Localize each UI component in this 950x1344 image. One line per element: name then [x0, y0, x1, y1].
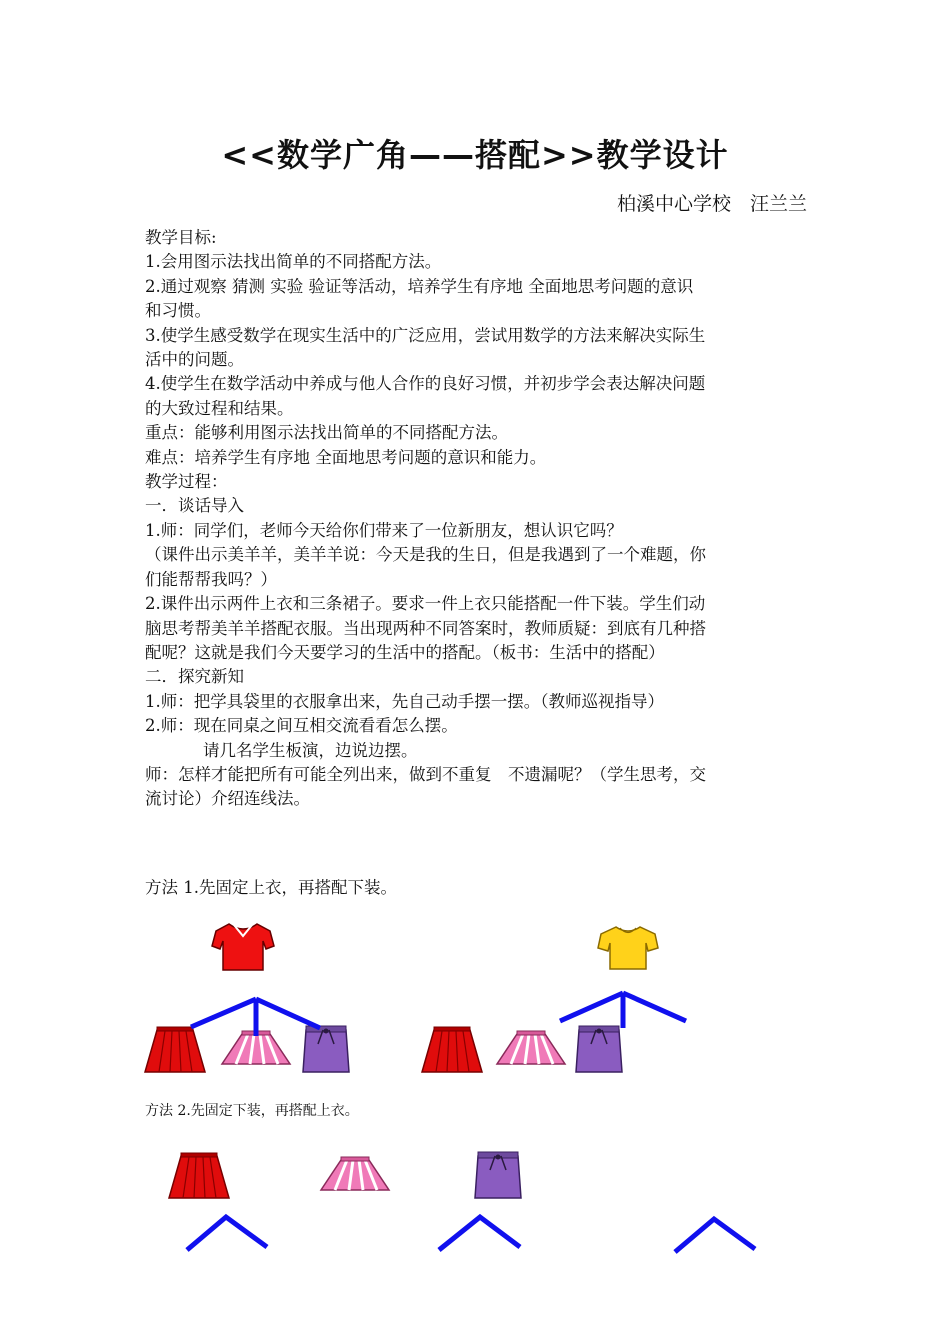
paragraph: （课件出示美羊羊，美羊羊说：今天是我的生日，但是我遇到了一个难题，你 — [145, 545, 706, 565]
purple-skirt-icon — [303, 1026, 349, 1072]
objective-3-cont: 活中的问题。 — [145, 350, 244, 370]
key-point: 重点：能够利用图示法找出简单的不同搭配方法。 — [145, 423, 508, 443]
paragraph: 配呢？这就是我们今天要学习的生活中的搭配。（板书：生活中的搭配） — [145, 642, 665, 662]
match-lines-left — [191, 999, 320, 1036]
difficult-point: 难点：培养学生有序地 全面地思考问题的意识和能力。 — [145, 447, 547, 467]
part-heading: 二．探究新知 — [145, 667, 244, 687]
section-heading: 教学过程： — [145, 472, 228, 492]
objective-2-cont: 和习惯。 — [145, 301, 211, 321]
red-skirt-icon — [422, 1027, 482, 1072]
purple-skirt-icon — [475, 1152, 521, 1198]
paragraph: 2.课件出示两件上衣和三条裙子。要求一件上衣只能搭配一件下装。学生们动 — [145, 594, 706, 614]
pink-skirt-icon — [497, 1031, 565, 1064]
red-skirt-icon — [145, 1027, 205, 1072]
match-lines-right — [560, 993, 686, 1028]
author-line: 柏溪中心学校 汪兰兰 — [616, 193, 807, 215]
paragraph: 2.师：现在同桌之间互相交流看看怎么摆。 — [145, 716, 458, 736]
part-heading: 一．谈话导入 — [145, 496, 244, 516]
method-1-caption: 方法 1.先固定上衣，再搭配下装。 — [145, 878, 397, 897]
objective-1: 1.会用图示法找出简单的不同搭配方法。 — [145, 252, 442, 272]
objective-4-cont: 的大致过程和结果。 — [145, 398, 294, 418]
document-title: <<数学广角——搭配>>教学设计 — [221, 136, 729, 174]
paragraph: 请几名学生板演，边说边摆。 — [203, 740, 418, 760]
paragraph: 1.师：把学具袋里的衣服拿出来，先自己动手摆一摆。（教师巡视指导） — [145, 691, 664, 711]
section-heading: 教学目标: — [145, 228, 217, 247]
objective-2: 2.通过观察 猜测 实验 验证等活动，培养学生有序地 全面地思考问题的意识 — [145, 276, 694, 296]
paragraph: 师：怎样才能把所有可能全列出来，做到不重复 不遗漏呢？（学生思考，交 — [145, 764, 706, 784]
paragraph: 们能帮帮我吗？） — [145, 569, 277, 589]
match-lines-method-2 — [187, 1217, 755, 1252]
pink-skirt-icon — [321, 1157, 389, 1190]
paragraph: 脑思考帮美羊羊搭配衣服。当出现两种不同答案时，教师质疑：到底有几种搭 — [145, 618, 706, 638]
red-skirt-icon — [169, 1153, 229, 1198]
yellow-shirt-icon — [598, 927, 658, 969]
paragraph: 1.师：同学们，老师今天给你们带来了一位新朋友，想认识它吗？ — [145, 520, 623, 540]
objective-3: 3.使学生感受数学在现实生活中的广泛应用，尝试用数学的方法来解决实际生 — [145, 325, 706, 345]
purple-skirt-icon — [576, 1026, 622, 1072]
objective-4: 4.使学生在数学活动中养成与他人合作的良好习惯，并初步学会表达解决问题 — [145, 374, 706, 394]
method-2-caption: 方法 2.先固定下装，再搭配上衣。 — [145, 1103, 359, 1119]
paragraph: 流讨论）介绍连线法。 — [145, 789, 310, 809]
red-shirt-icon — [212, 924, 274, 970]
